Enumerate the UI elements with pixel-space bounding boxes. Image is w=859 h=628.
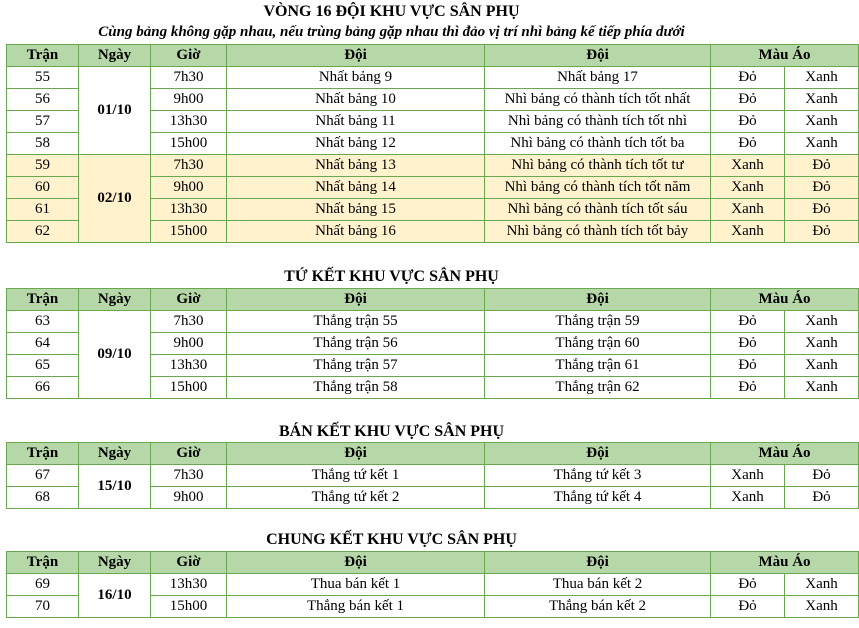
- header-match: Trận: [7, 45, 79, 67]
- team-1: Thắng trận 57: [227, 355, 485, 377]
- table-header-row: [7, 443, 859, 465]
- header-team1: Đội: [227, 552, 485, 574]
- match-time: 15h00: [151, 221, 227, 243]
- team-1: Thắng trận 55: [227, 311, 485, 333]
- match-time: 7h30: [151, 155, 227, 177]
- section-title-quarterfinal: TỨ KẾT KHU VỰC SÂN PHỤ: [284, 268, 499, 285]
- table-header-row: [7, 552, 859, 574]
- team-1-color: Đỏ: [711, 574, 785, 596]
- header-team2: Đội: [485, 552, 711, 574]
- table-quarterfinal: [6, 288, 859, 399]
- header-date: Ngày: [79, 552, 151, 574]
- header-match: Trận: [7, 552, 79, 574]
- header-shirt-color: Màu Áo: [711, 45, 859, 67]
- table-round16: [6, 44, 859, 243]
- match-date: 15/10: [79, 465, 151, 509]
- match-time: 7h30: [151, 311, 227, 333]
- team-1-color: Đỏ: [711, 377, 785, 399]
- team-2-color: Xanh: [785, 355, 859, 377]
- table-row: [7, 311, 859, 333]
- team-2: Nhì bảng có thành tích tốt sáu: [485, 199, 711, 221]
- match-time: 15h00: [151, 377, 227, 399]
- header-date: Ngày: [79, 443, 151, 465]
- table-row: [7, 574, 859, 596]
- header-shirt-color: Màu Áo: [711, 443, 859, 465]
- team-1: Nhất bảng 14: [227, 177, 485, 199]
- team-2-color: Xanh: [785, 67, 859, 89]
- team-2-color: Đỏ: [785, 199, 859, 221]
- team-1: Thắng tứ kết 2: [227, 487, 485, 509]
- team-2: Thắng bán kết 2: [485, 596, 711, 618]
- team-1: Thắng bán kết 1: [227, 596, 485, 618]
- team-1: Thắng trận 56: [227, 333, 485, 355]
- match-time: 13h30: [151, 111, 227, 133]
- team-2-color: Đỏ: [785, 155, 859, 177]
- team-1-color: Xanh: [711, 487, 785, 509]
- team-2-color: Xanh: [785, 596, 859, 618]
- team-1-color: Đỏ: [711, 311, 785, 333]
- match-number: 59: [7, 155, 79, 177]
- team-1: Thắng trận 58: [227, 377, 485, 399]
- team-2: Thắng tứ kết 3: [485, 465, 711, 487]
- match-time: 9h00: [151, 177, 227, 199]
- section-title-semifinal: BÁN KẾT KHU VỰC SÂN PHỤ: [278, 423, 505, 440]
- team-1-color: Đỏ: [711, 333, 785, 355]
- table-header-row: [7, 289, 859, 311]
- match-number: 57: [7, 111, 79, 133]
- team-1: Nhất bảng 12: [227, 133, 485, 155]
- team-1: Nhất bảng 10: [227, 89, 485, 111]
- header-match: Trận: [7, 443, 79, 465]
- team-1-color: Đỏ: [711, 67, 785, 89]
- match-time: 7h30: [151, 67, 227, 89]
- header-team1: Đội: [227, 45, 485, 67]
- match-time: 9h00: [151, 487, 227, 509]
- team-1-color: Xanh: [711, 155, 785, 177]
- team-2: Thắng trận 62: [485, 377, 711, 399]
- team-2: Nhì bảng có thành tích tốt năm: [485, 177, 711, 199]
- match-number: 56: [7, 89, 79, 111]
- team-2-color: Đỏ: [785, 487, 859, 509]
- match-number: 68: [7, 487, 79, 509]
- header-time: Giờ: [151, 552, 227, 574]
- team-2: Thắng trận 60: [485, 333, 711, 355]
- match-number: 65: [7, 355, 79, 377]
- team-1: Nhất bảng 13: [227, 155, 485, 177]
- match-number: 55: [7, 67, 79, 89]
- header-shirt-color: Màu Áo: [711, 289, 859, 311]
- match-number: 62: [7, 221, 79, 243]
- team-1: Nhất bảng 16: [227, 221, 485, 243]
- header-team1: Đội: [227, 443, 485, 465]
- team-1: Thua bán kết 1: [227, 574, 485, 596]
- match-number: 70: [7, 596, 79, 618]
- section-title-final: CHUNG KẾT KHU VỰC SÂN PHỤ: [266, 531, 517, 548]
- team-2-color: Xanh: [785, 133, 859, 155]
- match-time: 13h30: [151, 199, 227, 221]
- team-1: Nhất bảng 11: [227, 111, 485, 133]
- team-2-color: Đỏ: [785, 177, 859, 199]
- table-row: [7, 155, 859, 177]
- team-2: Thắng trận 59: [485, 311, 711, 333]
- match-date: 02/10: [79, 155, 151, 243]
- team-1-color: Đỏ: [711, 111, 785, 133]
- section-title-round16: VÒNG 16 ĐỘI KHU VỰC SÂN PHỤ: [263, 3, 520, 20]
- team-1-color: Xanh: [711, 177, 785, 199]
- match-time: 7h30: [151, 465, 227, 487]
- table-header-row: [7, 45, 859, 67]
- header-team1: Đội: [227, 289, 485, 311]
- team-1-color: Đỏ: [711, 89, 785, 111]
- team-2: Nhì bảng có thành tích tốt nhất: [485, 89, 711, 111]
- team-2: Nhì bảng có thành tích tốt nhì: [485, 111, 711, 133]
- match-time: 9h00: [151, 333, 227, 355]
- team-1: Nhất bảng 15: [227, 199, 485, 221]
- team-2: Thắng trận 61: [485, 355, 711, 377]
- team-2-color: Xanh: [785, 111, 859, 133]
- team-2-color: Xanh: [785, 377, 859, 399]
- match-number: 69: [7, 574, 79, 596]
- section-subtitle-round16: Cùng bảng không gặp nhau, nếu trùng bảng gặp nhau thì đảo vị trí nhì bảng kế tiếp phía dưới: [98, 24, 685, 40]
- match-number: 60: [7, 177, 79, 199]
- header-date: Ngày: [79, 289, 151, 311]
- header-time: Giờ: [151, 45, 227, 67]
- team-2: Nhì bảng có thành tích tốt ba: [485, 133, 711, 155]
- match-date: 16/10: [79, 574, 151, 618]
- table-row: [7, 465, 859, 487]
- team-1-color: Đỏ: [711, 355, 785, 377]
- match-time: 13h30: [151, 355, 227, 377]
- match-number: 66: [7, 377, 79, 399]
- match-time: 15h00: [151, 133, 227, 155]
- header-shirt-color: Màu Áo: [711, 552, 859, 574]
- team-2-color: Đỏ: [785, 465, 859, 487]
- team-2-color: Đỏ: [785, 221, 859, 243]
- match-number: 64: [7, 333, 79, 355]
- table-row: [7, 67, 859, 89]
- team-2: Nhất bảng 17: [485, 67, 711, 89]
- match-time: 15h00: [151, 596, 227, 618]
- team-2: Thắng tứ kết 4: [485, 487, 711, 509]
- team-1: Thắng tứ kết 1: [227, 465, 485, 487]
- team-1: Nhất bảng 9: [227, 67, 485, 89]
- header-date: Ngày: [79, 45, 151, 67]
- match-number: 58: [7, 133, 79, 155]
- team-2-color: Xanh: [785, 574, 859, 596]
- team-2: Nhì bảng có thành tích tốt tư: [485, 155, 711, 177]
- team-1-color: Xanh: [711, 221, 785, 243]
- team-1-color: Đỏ: [711, 133, 785, 155]
- table-final: [6, 551, 859, 618]
- header-time: Giờ: [151, 443, 227, 465]
- table-semifinal: [6, 442, 859, 509]
- header-team2: Đội: [485, 443, 711, 465]
- header-team2: Đội: [485, 45, 711, 67]
- team-2: Nhì bảng có thành tích tốt bảy: [485, 221, 711, 243]
- match-time: 9h00: [151, 89, 227, 111]
- match-number: 67: [7, 465, 79, 487]
- match-number: 61: [7, 199, 79, 221]
- team-2-color: Xanh: [785, 89, 859, 111]
- team-1-color: Xanh: [711, 199, 785, 221]
- team-2-color: Xanh: [785, 333, 859, 355]
- team-2: Thua bán kết 2: [485, 574, 711, 596]
- match-time: 13h30: [151, 574, 227, 596]
- header-match: Trận: [7, 289, 79, 311]
- team-2-color: Xanh: [785, 311, 859, 333]
- match-date: 01/10: [79, 67, 151, 155]
- team-1-color: Đỏ: [711, 596, 785, 618]
- team-1-color: Xanh: [711, 465, 785, 487]
- match-number: 63: [7, 311, 79, 333]
- match-date: 09/10: [79, 311, 151, 399]
- header-time: Giờ: [151, 289, 227, 311]
- header-team2: Đội: [485, 289, 711, 311]
